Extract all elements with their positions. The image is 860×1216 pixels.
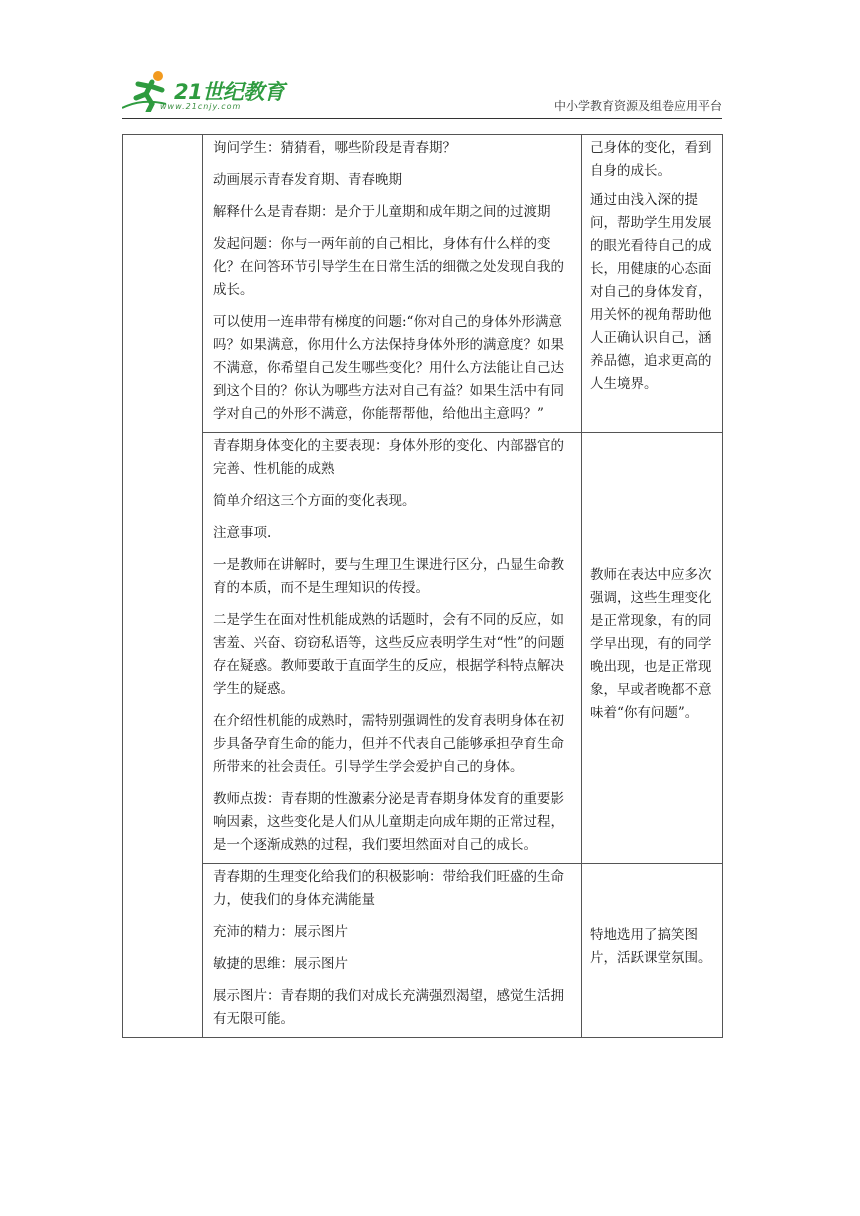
activity-paragraph: 充沛的精力：展示图片 [213, 924, 348, 940]
stage-column-cell [123, 135, 203, 1038]
site-logo [122, 64, 292, 116]
activity-paragraph: 解释什么是青春期：是介于儿童期和成年期之间的过渡期 [213, 204, 551, 220]
activity-paragraph: 青春期的生理变化给我们的积极影响：带给我们旺盛的生命力，使我们的身体充满能量 [213, 869, 564, 908]
table-row [123, 433, 723, 864]
logo-url: www.21cnjy.com [160, 102, 242, 111]
logo-wordmark: 21世纪教育 [174, 80, 285, 104]
page-header [122, 64, 722, 120]
activity-cell [203, 135, 582, 433]
activity-cell [203, 864, 582, 1038]
design-intent-cell [582, 433, 723, 864]
activity-paragraph: 简单介绍这三个方面的变化表现。 [213, 493, 416, 509]
activity-paragraph: 注意事项. [213, 525, 272, 541]
intent-paragraph: 己身体的变化，看到自身的成长。 [590, 140, 712, 179]
table-row [123, 135, 723, 433]
intent-paragraph: 特地选用了搞笑图片，活跃课堂氛围。 [590, 926, 712, 966]
activity-paragraph: 二是学生在面对性机能成熟的话题时，会有不同的反应，如害羞、兴奋、窃窃私语等，这些反应表明学生对“性”的问题存在疑惑。教师要敢于直面学生的反应，根据学科特点解决学生的疑惑。 [213, 612, 565, 697]
activity-paragraph: 询问学生：猜猜看，哪些阶段是青春期？ [213, 140, 456, 156]
activity-paragraph: 青春期身体变化的主要表现：身体外形的变化、内部器官的完善、性机能的成熟 [213, 438, 564, 477]
activity-paragraph: 发起问题：你与一两年前的自己相比，身体有什么样的变化？在问答环节引导学生在日常生活的细微之处发现自我的成长。 [213, 236, 564, 298]
activity-cell [203, 433, 582, 864]
activity-paragraph: 展示图片：青春期的我们对成长充满强烈渴望，感觉生活拥有无限可能。 [213, 988, 564, 1027]
intent-paragraph: 教师在表达中应多次强调，这些生理变化是正常现象，有的同学早出现，有的同学晚出现，也是正常现象，早或者晚都不意味着“你有问题”。 [590, 566, 712, 721]
header-divider [122, 118, 722, 119]
design-intent-cell [582, 864, 723, 1038]
platform-name: 中小学教育资源及组卷应用平台 [553, 99, 722, 113]
intent-paragraph: 通过由浅入深的提问，帮助学生用发展的眼光看待自己的成长，用健康的心态面对自己的身体发育，用关怀的视角帮助他人正确认识自己，涵养品德，追求更高的人生境界。 [590, 192, 712, 392]
activity-paragraph: 一是教师在讲解时，要与生理卫生课进行区分，凸显生命教育的本质，而不是生理知识的传授。 [213, 557, 564, 596]
activity-paragraph: 在介绍性机能的成熟时，需特别强调性的发育表明身体在初步具备孕育生命的能力，但并不代表自己能够承担孕育生命所带来的社会责任。引导学生学会爱护自己的身体。 [213, 713, 564, 775]
activity-paragraph: 可以使用一连串带有梯度的问题:“你对自己的身体外形满意吗？如果满意，你用什么方法保持身体外形的满意度？如果不满意，你希望自己发生哪些变化？用什么方法能让自己达到这个目的？你认为哪些方法对自己有益？如果生活中有同学对自己的外形不满意，你能帮帮他，给他出主意吗？” [213, 314, 564, 422]
activity-paragraph: 动画展示青春发育期、青春晚期 [213, 172, 402, 188]
design-intent-cell [582, 135, 723, 433]
activity-paragraph: 敏捷的思维：展示图片 [213, 956, 348, 972]
lesson-plan-table [122, 134, 723, 1038]
activity-paragraph: 教师点拨：青春期的性激素分泌是青春期身体发育的重要影响因素，这些变化是人们从儿童期走向成年期的正常过程，是一个逐渐成熟的过程，我们要坦然面对自己的成长。 [213, 791, 564, 853]
table-row [123, 864, 723, 1038]
